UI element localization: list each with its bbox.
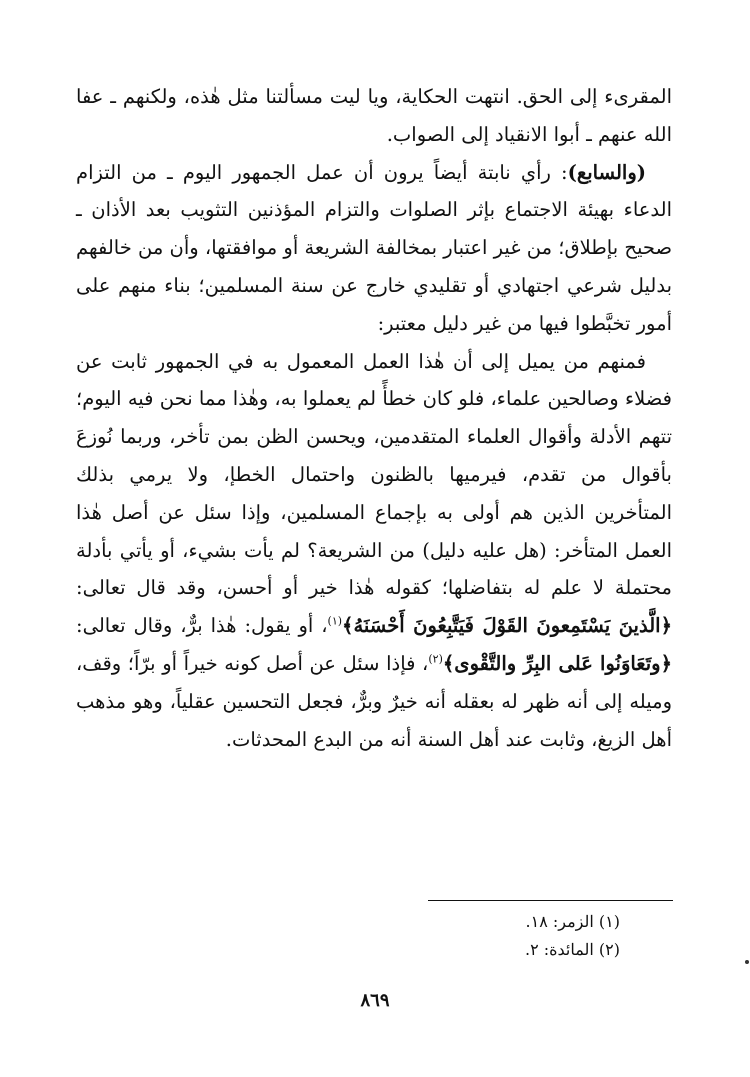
paragraph-2-text: : رأي نابتة أيضاً يرون أن عمل الجمهور اليوم ـ من التزام الدعاء بهيئة الاجتماع بإثر الصلوات والتزام المؤذنين التثويب بعد الأذان ـ صحيح بإطلاق؛ من غير اعتبار بمخالفة الشريعة أو موافقتها، وأن من خالفهم بدليل شرعي اجتهادي أو تقليدي خارج عن سنة المسلمين؛ بناء منهم على أمور تخبَّطوا فيها من غير دليل معتبر: [76, 160, 672, 335]
paragraph-1-text: المقرىء إلى الحق. انتهت الحكاية، ويا ليت مسألتنا مثل هٰذه، ولكنهم ـ عفا الله عنهم ـ أبوا الانقياد إلى الصواب. [76, 85, 672, 146]
scan-mark [745, 960, 749, 964]
paragraph-2 [76, 154, 672, 343]
footnote-2: (٢) المائدة: ٢. [524, 940, 620, 959]
paragraph-3-text-a: فمنهم من يميل إلى أن هٰذا العمل المعمول به في الجمهور ثابت عن فضلاء وصالحين علماء، فلو كان خطأً لم يعملوا به، وهٰذا مما نحن فيه اليوم؛ تتهم الأدلة وأقوال العلماء المتقدمين، ويحسن الظن بمن تأخر، وربما نُوزعَ بأقوال من تقدم، فيرميها بالظنون واحتمال الخطإ، ولا يرمي بذلك المتأخرين الذين هم أولى به بإجماع المسلمين، وإذا سئل عن أصل هٰذا العمل المتأخر: (هل عليه دليل) من الشريعة؟ لم يأت بشيء، أو يأتي بأدلة محتملة لا علم له بتفاضلها؛ كقوله هٰذا خير أو أحسن، وقد قال تعالى: [76, 349, 672, 600]
main-text [76, 78, 672, 758]
footnote-divider [428, 900, 673, 901]
paragraph-1 [76, 78, 672, 154]
paragraph-3 [76, 343, 672, 759]
quran-verse-2: ﴿وتَعَاوَنُوا عَلى البِرِّ والتَّقْوى﴾ [442, 651, 672, 675]
paragraph-3-text-b: ، أو يقول: هٰذا برٌّ، وقال تعالى: [76, 614, 328, 638]
footnotes [350, 908, 620, 964]
quran-verse-1: ﴿الَّذينَ يَسْتَمِعونَ القَوْلَ فَيَتَّبِعُونَ أَحْسَنَهُ﴾ [342, 614, 672, 638]
footnote-mark-1: (١) [327, 614, 343, 628]
paragraph-2-lead: (والسابع) [567, 160, 646, 184]
page-number: ٨٦٩ [360, 990, 390, 1011]
footnote-mark-2: (٢) [428, 652, 443, 666]
paragraph-3-text-c: ، فإذا سئل عن أصل كونه خيراً أو برّاً؛ وقف، وميله إلى أنه ظهر له بعقله أنه خيرٌ وبرٌّ، فجعل التحسين عقلياً، وهو مذهب أهل الزيغ، وثابت عند أهل السنة أنه من البدع المحدثات. [76, 651, 672, 751]
footnote-1: (١) الزمر: ١٨. [525, 912, 620, 931]
